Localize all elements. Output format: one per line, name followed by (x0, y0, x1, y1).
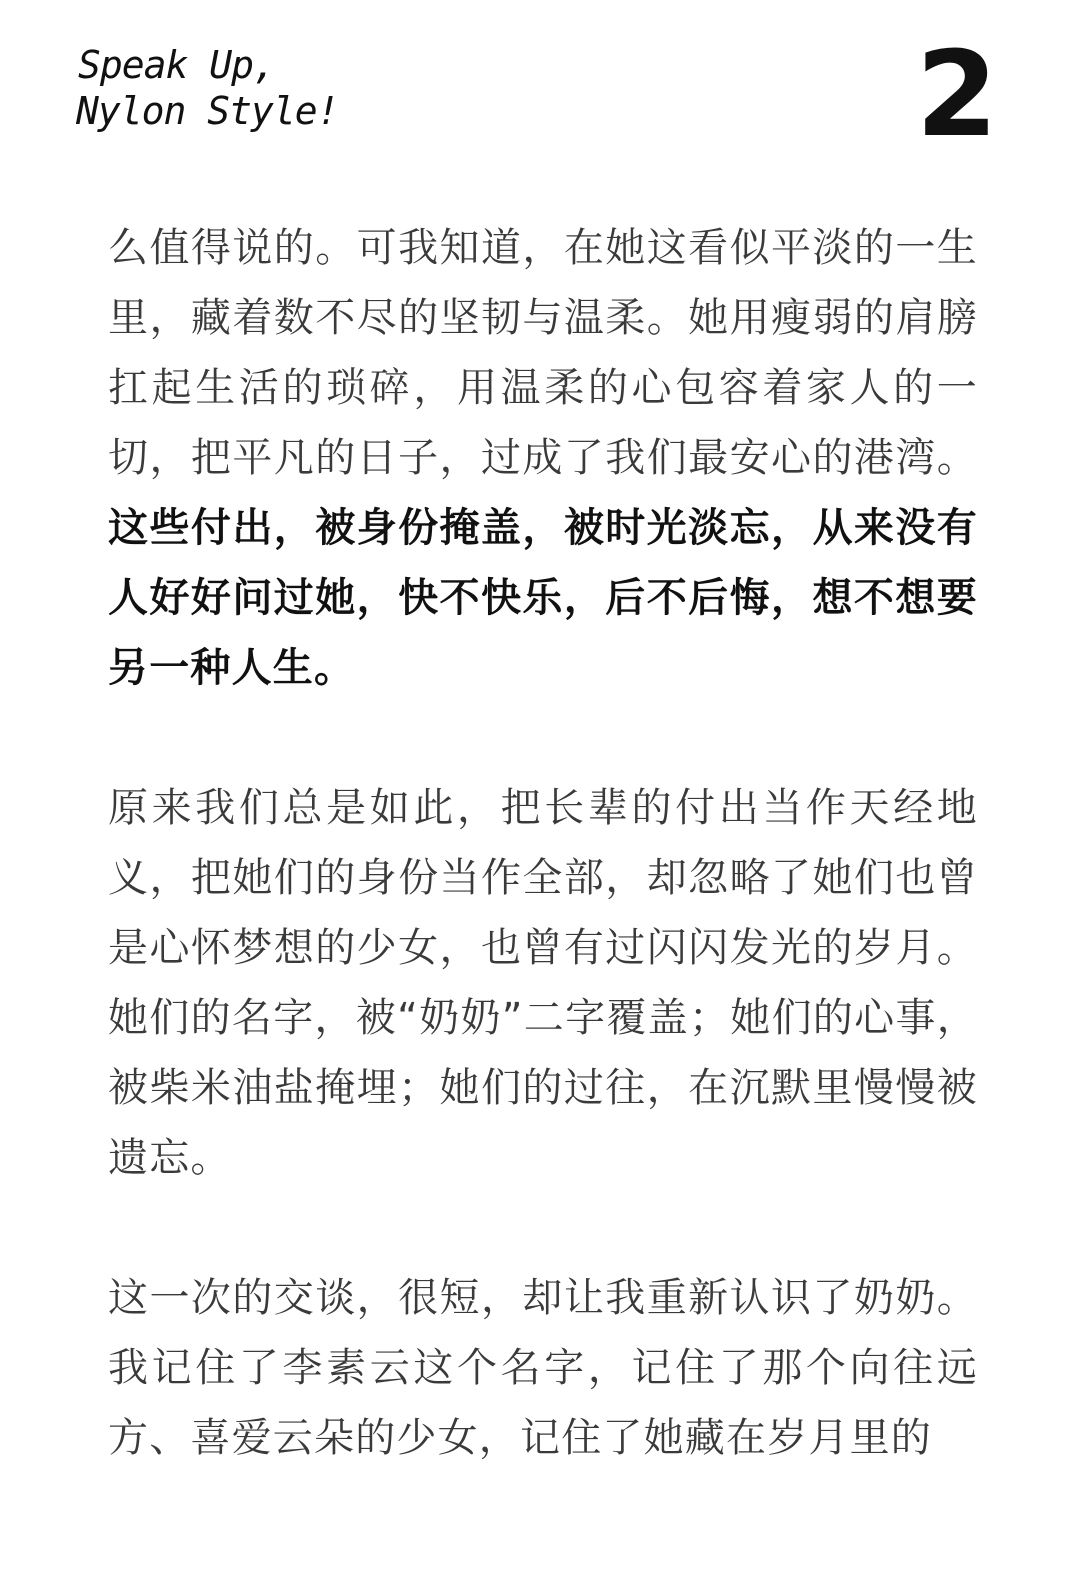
brand-logo (76, 42, 339, 134)
paragraph-3 (108, 1263, 978, 1473)
article-body (108, 213, 978, 1473)
paragraph-2 (108, 773, 978, 1193)
page-number: 2 (915, 25, 998, 163)
paragraph-1 (108, 213, 978, 703)
paragraph-2-text: 原来我们总是如此，把长辈的付出当作天经地义，把她们的身份当作全部，却忽略了她们也曾是心怀梦想的少女，也曾有过闪闪发光的岁月。她们的名字，被“奶奶”二字覆盖；她们的心事，被柴米油盐掩埋；她们的过往，在沉默里慢慢被遗忘。 (108, 785, 978, 1181)
paragraph-1-text: 么值得说的。可我知道，在她这看似平淡的一生里，藏着数不尽的坚韧与温柔。她用瘦弱的肩膀扛起生活的琐碎，用温柔的心包容着家人的一切，把平凡的日子，过成了我们最安心的港湾。 (108, 225, 978, 481)
paragraph-3-text: 这一次的交谈，很短，却让我重新认识了奶奶。我记住了李素云这个名字，记住了那个向往远方、喜爱云朵的少女，记住了她藏在岁月里的 (108, 1275, 978, 1461)
logo-line-1: Speak Up, (78, 43, 275, 87)
paragraph-1-emphasis: 这些付出，被身份掩盖，被时光淡忘，从来没有人好好问过她，快不快乐，后不后悔，想不想要另一种人生。 (108, 505, 978, 691)
logo-line-2: Nylon Style! (76, 89, 339, 133)
page-header (0, 0, 1080, 200)
